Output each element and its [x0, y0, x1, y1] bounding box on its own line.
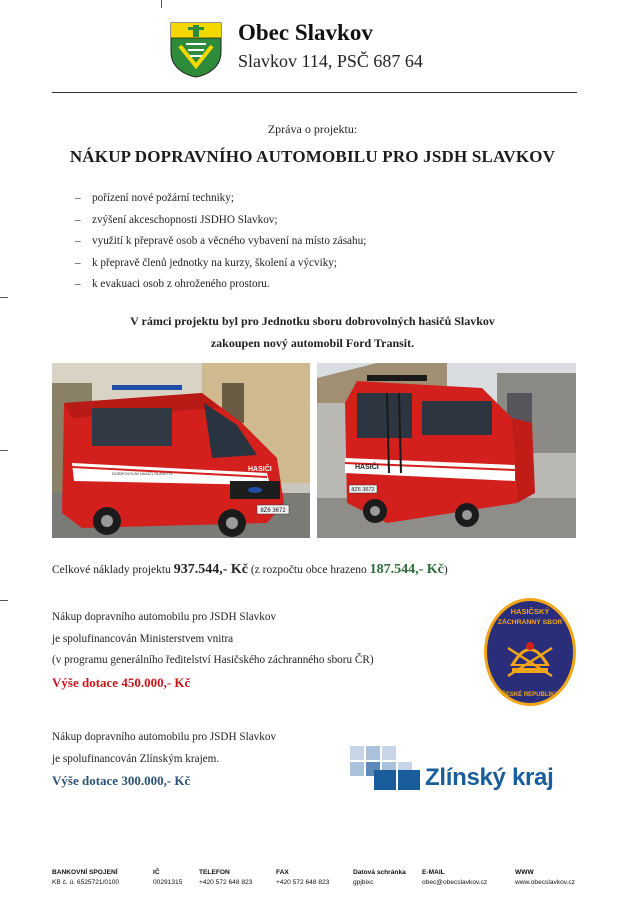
- region-grant-amount: Výše dotace 300.000,- Kč: [52, 773, 191, 788]
- highlight-line-1: V rámci projektu byl pro Jednotku sboru dobrovolných hasičů Slavkov: [130, 314, 495, 328]
- town-name: Obec Slavkov: [238, 20, 373, 45]
- front-plate-text: 8Z6 3672: [260, 508, 286, 514]
- objective-text: využití k přepravě osob a věcného vybavení na místo zásahu;: [92, 235, 367, 247]
- report-subtitle: Zpráva o projektu:: [267, 122, 358, 136]
- costs-prefix: Celkové náklady projektu: [52, 564, 171, 576]
- crop-mark-left-1: [0, 297, 8, 298]
- ministry-grant-section: [52, 607, 374, 693]
- footer-fax: [276, 868, 329, 888]
- ministry-line-3: (v programu generálního ředitelství Hasičského záchranného sboru ČR): [52, 654, 374, 666]
- objective-text: pořízení nové požární techniky;: [92, 192, 234, 204]
- footer-www: [515, 868, 575, 888]
- footer-value: gpjbixc: [353, 879, 374, 886]
- costs-mid: (z rozpočtu obce hrazeno: [250, 564, 367, 576]
- hzs-text-top: HASIČSKÝ: [510, 607, 550, 616]
- project-costs: [52, 562, 448, 578]
- footer-value: 00291315: [153, 879, 183, 886]
- total-cost: 937.544,- Kč: [173, 562, 248, 577]
- ministry-grant-amount: Výše dotace 450.000,- Kč: [52, 674, 191, 690]
- front-door-label: DOBROVOLNÍ HASIČI SLAVKOV: [112, 471, 173, 476]
- ministry-line-2: je spolufinancován Ministerstvem vnitra: [52, 632, 234, 645]
- footer-bank: [52, 868, 119, 888]
- zlin-region-logo-icon: [350, 746, 422, 792]
- footer-ic: [153, 868, 182, 888]
- highlight-line-2: zakoupen nový automobil Ford Transit.: [210, 336, 415, 350]
- footer-label: TELEFON: [199, 869, 230, 876]
- crop-mark-left-2: [0, 450, 8, 451]
- footer-email: [422, 868, 487, 888]
- region-grant-section: [52, 727, 276, 792]
- list-item: [75, 210, 366, 232]
- footer-label: BANKOVNÍ SPOJENÍ: [52, 869, 118, 876]
- report-title: NÁKUP DOPRAVNÍHO AUTOMOBILU PRO JSDH SLAVKOV: [69, 147, 556, 166]
- list-item: [75, 253, 366, 275]
- crop-mark-left-3: [0, 600, 8, 601]
- footer-value: obec@obecslavkov.cz: [422, 879, 488, 886]
- van-rear-photo: [317, 363, 576, 538]
- bullet-dash: –: [75, 256, 81, 269]
- municipal-crest-icon: [170, 22, 222, 78]
- municipal-cost: 187.544,- Kč: [369, 562, 444, 577]
- project-highlight: [0, 310, 625, 354]
- footer-databox: [353, 868, 406, 888]
- list-item: [75, 231, 366, 253]
- footer-phone: [199, 868, 252, 888]
- footer-value: www.obecslavkov.cz: [515, 879, 575, 886]
- crop-mark-top: [161, 0, 162, 8]
- van-front-photo: [52, 363, 310, 538]
- hzs-text-mid: ZÁCHRANNÝ SBOR: [497, 619, 563, 626]
- objective-text: zvýšení akceschopnosti JSDHO Slavkov;: [92, 213, 278, 226]
- footer-label: IČ: [153, 869, 160, 876]
- objective-text: k evakuaci osob z ohroženého prostoru.: [92, 278, 270, 290]
- footer-value: KB č. ú. 6525721/0100: [52, 879, 120, 886]
- region-line-2: je spolufinancován Zlínským krajem.: [52, 752, 220, 765]
- footer-label: Datová schránka: [353, 869, 406, 876]
- objectives-list: [75, 188, 366, 296]
- town-address: Slavkov 114, PSČ 687 64: [238, 51, 423, 71]
- front-van-label: HASIČI: [248, 466, 272, 473]
- footer-value: +420 572 648 823: [276, 879, 330, 886]
- footer-value: +420 572 648 823: [199, 879, 253, 886]
- fire-rescue-service-logo-icon: [482, 596, 578, 708]
- bullet-dash: –: [75, 192, 81, 204]
- list-item: [75, 274, 366, 296]
- bullet-dash: –: [75, 278, 81, 290]
- footer-label: WWW: [515, 869, 534, 876]
- bullet-dash: –: [75, 213, 81, 226]
- rear-plate-text: 8Z6 3672: [351, 487, 375, 493]
- rear-van-label: HASIČI: [355, 464, 379, 471]
- footer-label: FAX: [276, 869, 289, 876]
- footer-label: E-MAIL: [422, 869, 445, 876]
- hzs-text-bottom: ČESKÉ REPUBLIKY: [501, 692, 559, 698]
- region-line-1: Nákup dopravního automobilu pro JSDH Slavkov: [52, 731, 277, 743]
- list-item: [75, 188, 366, 210]
- costs-suffix: ): [443, 564, 448, 576]
- header-divider: [52, 92, 577, 93]
- ministry-line-1: Nákup dopravního automobilu pro JSDH Slavkov: [52, 611, 277, 623]
- zlin-region-logo-text: Zlínský kraj: [425, 764, 554, 791]
- objective-text: k přepravě členů jednotky na kurzy, školení a výcviky;: [92, 256, 338, 269]
- bullet-dash: –: [75, 235, 81, 247]
